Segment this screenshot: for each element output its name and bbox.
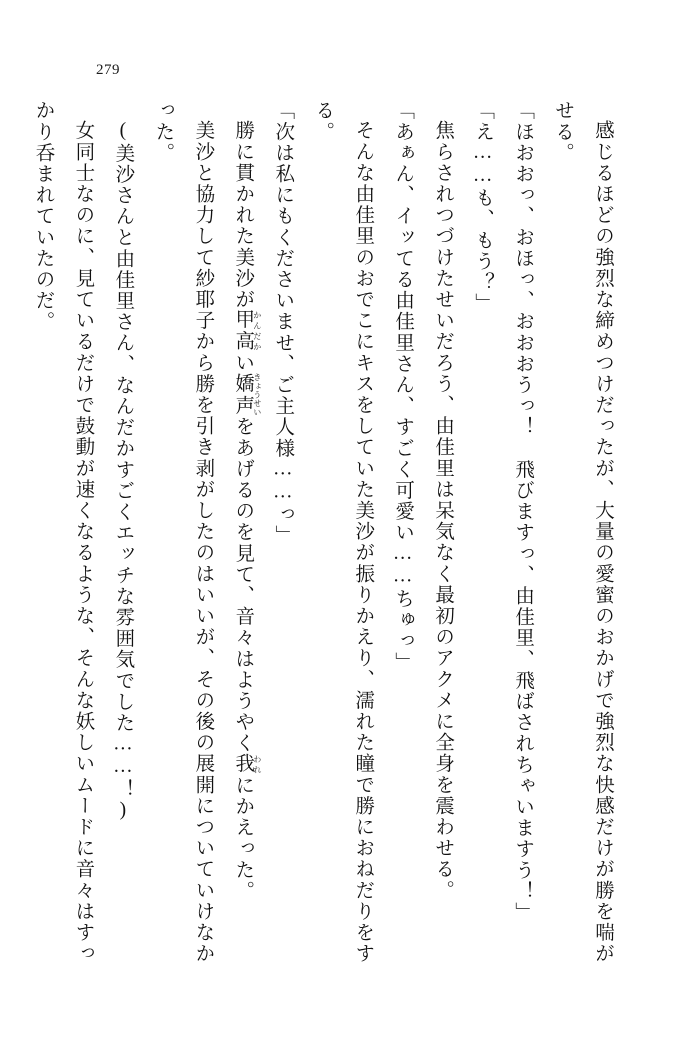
paragraph: 美沙と協力して紗耶子から勝を引き剥がしたのはいいが、その後の展開についていけなかった。 [152,100,214,964]
page-number: 279 [96,62,120,78]
paragraph: 「え……も、もう？」 [472,100,494,314]
paragraph: 焦らされつづけたせいだろう、由佳里は呆気なく最初のアクメに全身を震わせる。 [432,119,454,901]
paragraph: 女同士なのに、見ているだけで鼓動が速くなるような、そんな妖しいムードに音々はすっかり呑まれていたのだ。 [32,100,94,964]
paragraph: そんな由佳里のおでこにキスをしていた美沙が振りかえり、濡れた瞳で勝におねだりをする。 [312,100,374,964]
paragraph: 「ほおおっ、おほっ、おおおうっ！ 飛びますっ、由佳里、飛ばされちゃいますう！」 [512,100,534,923]
paragraph: 感じるほどの強烈な締めつけだったが、大量の愛蜜のおかげで強烈な快感だけが勝を喘がせる。 [552,100,613,964]
paragraph: 「あぁん、イッてる由佳里さん、すごく可愛い……ちゅっ」 [392,100,414,673]
paragraph: 「次は私にもくださいませ、ご主人様……っ」 [272,100,294,547]
paragraph: (美沙さんと由佳里さん、なんだかすごくエッチな雰囲気でした……！) [112,119,134,822]
body-text-block [32,100,622,980]
paragraph-with-ruby: 勝に貫かれた美沙が甲高 かんだかい嬌声 きょうせいをあげるのを見て、音々はようやく我 われにかえった。 [232,119,262,901]
